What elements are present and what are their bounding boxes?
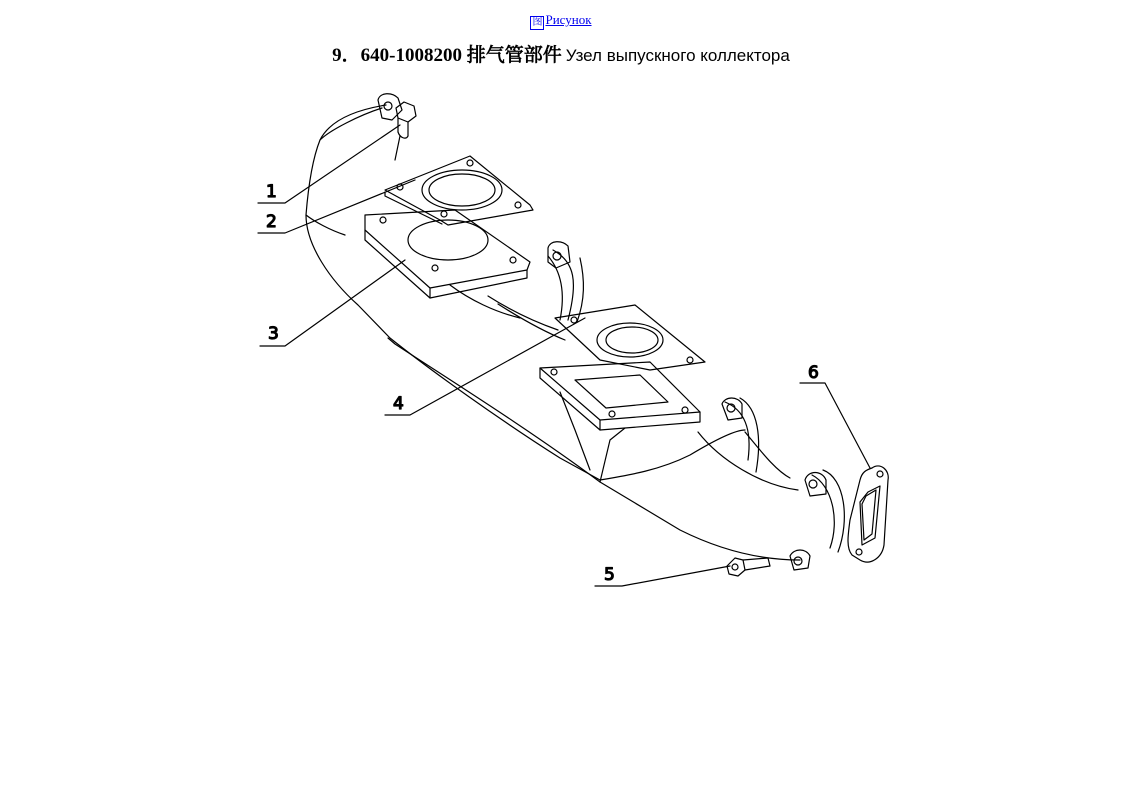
callout-5: 5 xyxy=(604,565,615,585)
callout-3: 3 xyxy=(268,324,279,344)
callout-1: 1 xyxy=(266,182,277,202)
bolt-5 xyxy=(727,558,770,576)
bolt-1 xyxy=(395,102,416,160)
callout-2: 2 xyxy=(266,212,277,232)
leader-lines xyxy=(258,125,870,586)
title-russian: Узел выпускного коллектора xyxy=(565,46,790,65)
gasket-6 xyxy=(848,466,888,562)
gasket-2 xyxy=(385,156,533,225)
callout-4: 4 xyxy=(393,394,404,414)
figure-link-label: Рисунок xyxy=(545,12,592,27)
flange-3 xyxy=(365,210,530,298)
bosses xyxy=(548,242,826,570)
gasket-4 xyxy=(555,305,705,370)
middle-flange xyxy=(540,362,700,430)
image-icon: 图 xyxy=(532,17,543,28)
title-part-number: 9．640-1008200 排气管部件 xyxy=(332,45,562,66)
callout-6: 6 xyxy=(808,363,819,383)
manifold-body xyxy=(306,105,844,560)
